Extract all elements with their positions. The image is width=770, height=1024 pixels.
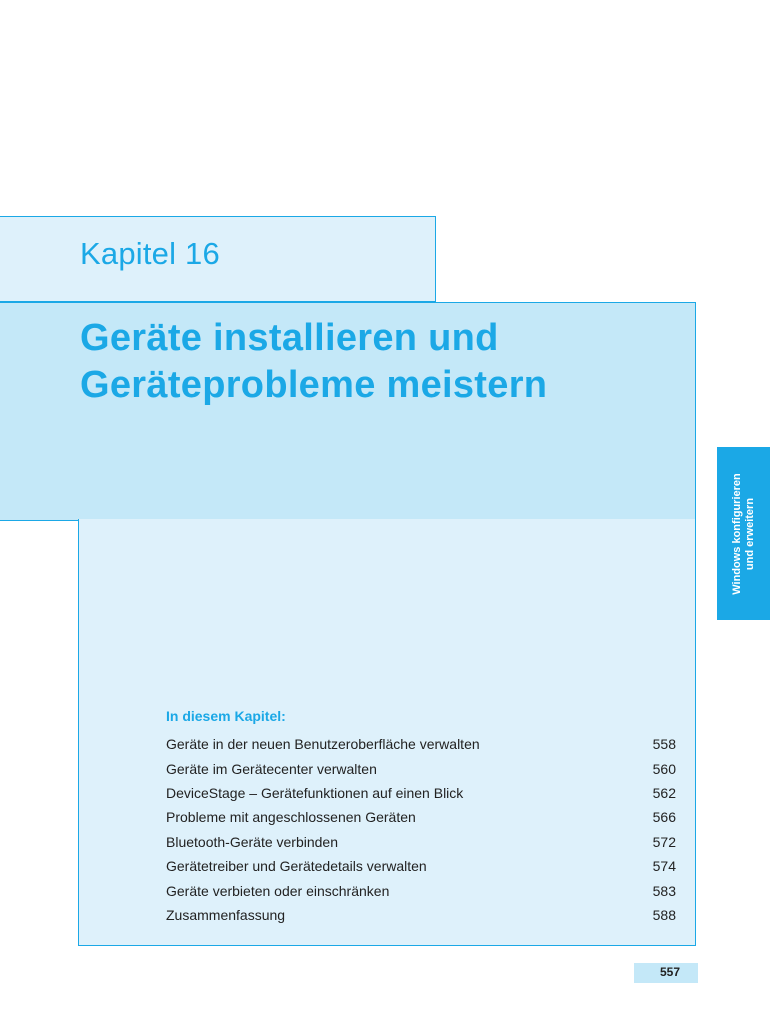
chapter-number: Kapitel 16: [80, 236, 220, 271]
toc-item-page: 562: [652, 784, 676, 801]
toc-item-title: Bluetooth-Geräte verbinden: [166, 833, 338, 850]
toc-item-title: Geräte verbieten oder einschränken: [166, 882, 390, 899]
toc-item: [166, 830, 676, 854]
section-side-tab: [717, 447, 770, 620]
chapter-title-line-2: Geräteprobleme meistern: [80, 364, 548, 406]
page-number: 557: [659, 965, 680, 979]
toc-item-title: Geräte in der neuen Benutzeroberfläche verwalten: [166, 736, 480, 753]
toc-item-title: Probleme mit angeschlossenen Geräten: [166, 809, 416, 826]
toc-item-title: Gerätetreiber und Gerätedetails verwalten: [166, 858, 427, 875]
toc-item-page: 583: [652, 882, 676, 899]
toc-list: [166, 732, 676, 927]
toc-item-page: 566: [652, 809, 676, 826]
toc-item-page: 558: [652, 736, 676, 753]
chapter-title-line-1: Geräte installieren und: [80, 317, 499, 359]
toc-item: [166, 805, 676, 829]
section-side-tab-line-1: Windows konfigurieren: [730, 472, 743, 595]
page-number-box: [634, 963, 698, 983]
toc-item: [166, 732, 676, 756]
toc-item: [166, 878, 676, 902]
toc-item: [166, 781, 676, 805]
section-side-tab-label: [731, 473, 757, 595]
toc-item-page: 560: [652, 760, 676, 777]
toc-item-title: DeviceStage – Gerätefunktionen auf einen Blick: [166, 784, 464, 801]
toc-item: [166, 854, 676, 878]
toc-item-page: 588: [652, 906, 676, 923]
toc-item-title: Zusammenfassung: [166, 906, 286, 923]
toc-item-page: 574: [652, 858, 676, 875]
toc-item: [166, 756, 676, 780]
toc-item-title: Geräte im Gerätecenter verwalten: [166, 760, 377, 777]
section-side-tab-line-2: und erweitern: [743, 497, 756, 570]
toc-item: [166, 903, 676, 927]
toc-heading: In diesem Kapitel:: [166, 708, 286, 724]
toc-item-page: 572: [652, 833, 676, 850]
